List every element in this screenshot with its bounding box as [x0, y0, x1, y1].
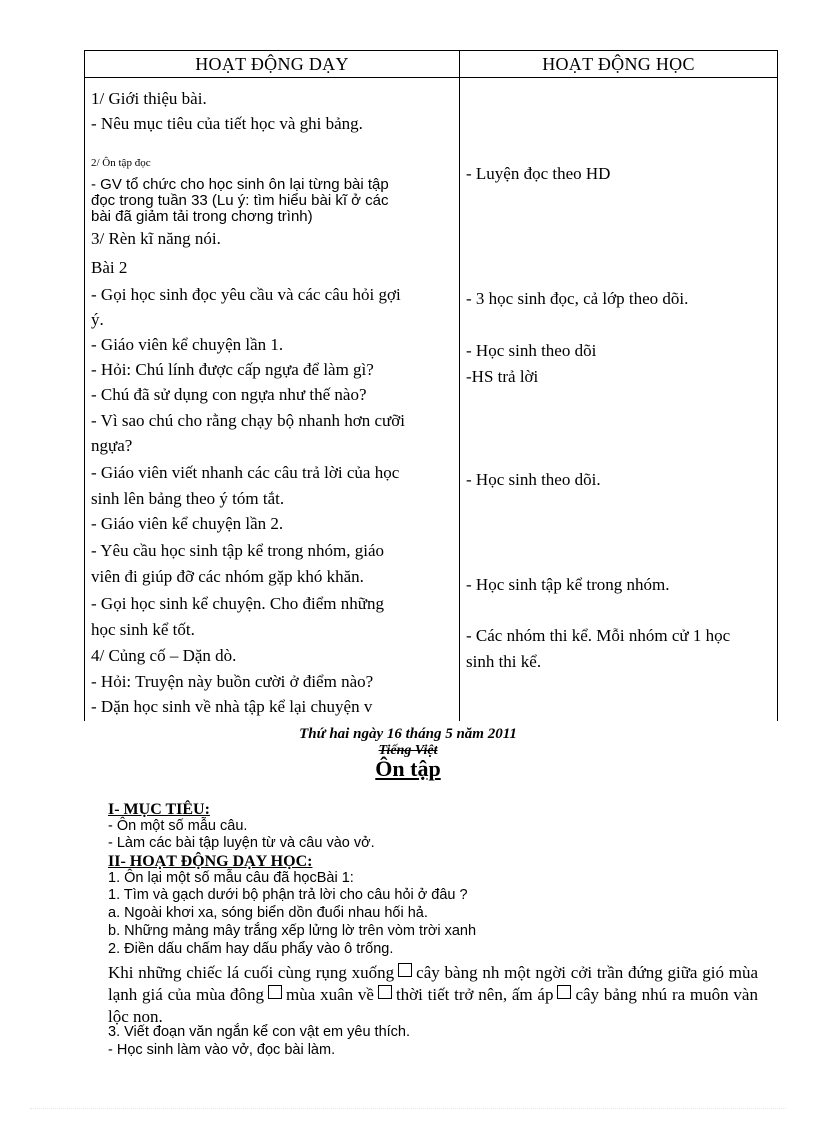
exercise-text: cây bàng nh một ngời cởi trần đứng giữa gió mùa lạnh giá của mùa đông — [108, 963, 758, 1004]
teaching-line: - GV tổ chức cho học sinh ôn lại từng bài tập — [91, 176, 389, 193]
teaching-line: - Chú đã sử dụng con ngựa như thế nào? — [91, 385, 367, 404]
teaching-line: 4/ Củng cố – Dặn dò. — [91, 646, 237, 665]
exercise-text: cây bảng nhú ra muôn vàn lộc non. — [108, 985, 758, 1026]
learning-line: - Các nhóm thi kể. Mỗi nhóm cử 1 học — [466, 626, 731, 645]
activity-item: a. Ngoài khơi xa, sóng biển dồn đuổi nhau hối hả. — [108, 905, 428, 921]
learning-line: - Học sinh theo dõi — [466, 341, 597, 360]
teaching-line: - Hỏi: Chú lính được cấp ngựa để làm gì? — [91, 360, 374, 379]
exercise-text: Khi những chiếc lá cuối cùng rụng xuống — [108, 963, 395, 982]
teaching-line: - Hỏi: Truyện này buồn cười ở điểm nào? — [91, 672, 374, 691]
teaching-line: ngựa? — [91, 436, 133, 455]
exercise-text: thời tiết trở nên, ấm áp — [395, 985, 554, 1004]
answer-box[interactable] — [557, 985, 571, 999]
table-column-divider — [459, 51, 460, 721]
learning-line: - Học sinh tập kể trong nhóm. — [466, 575, 670, 594]
teaching-line: - Giáo viên kể chuyện lần 2. — [91, 514, 284, 533]
teaching-line: đọc trong tuần 33 (Lu ý: tìm hiểu bài kĩ ở các — [91, 192, 389, 209]
teaching-line: - Giáo viên viết nhanh các câu trả lời của học — [91, 463, 400, 482]
teaching-line: ý. — [91, 310, 104, 329]
teaching-line: học sinh kể tốt. — [91, 620, 195, 639]
header-learning-activity: HOẠT ĐỘNG HỌC — [542, 54, 695, 74]
teaching-line: - Vì sao chú cho rằng chạy bộ nhanh hơn cưỡi — [91, 411, 405, 430]
teaching-line: - Dặn học sinh về nhà tập kể lại chuyện v — [91, 697, 373, 716]
teaching-line: 2/ Ôn tập đọc — [91, 157, 151, 169]
lesson-subject: Tiếng Việt — [378, 743, 438, 758]
closing-item: - Học sinh làm vào vở, đọc bài làm. — [108, 1042, 336, 1058]
answer-box[interactable] — [268, 985, 282, 999]
activity-item: 1. Ôn lại một số mẫu câu đã họcBài 1: — [108, 870, 354, 886]
answer-box[interactable] — [398, 963, 412, 977]
objectives-heading: I- MỤC TIÊU: — [108, 801, 210, 818]
lesson-date: Thứ hai ngày 16 tháng 5 năm 2011 — [299, 726, 517, 742]
learning-line: sinh thi kể. — [466, 652, 542, 671]
teaching-line: viên đi giúp đỡ các nhóm gặp khó khăn. — [91, 567, 364, 586]
teaching-line: - Gọi học sinh kể chuyện. Cho điểm những — [91, 594, 384, 613]
teaching-line: sinh lên bảng theo ý tóm tắt. — [91, 489, 285, 508]
learning-line: - 3 học sinh đọc, cả lớp theo dõi. — [466, 289, 689, 308]
closing-item: 3. Viết đoạn văn ngắn kể con vật em yêu thích. — [108, 1024, 411, 1040]
activity-item: 1. Tìm và gạch dưới bộ phận trả lời cho câu hỏi ở đâu ? — [108, 887, 468, 903]
learning-line: - Luyện đọc theo HD — [466, 164, 611, 183]
exercise-text: mùa xuân về — [286, 985, 374, 1004]
header-teaching-activity: HOẠT ĐỘNG DẠY — [195, 54, 349, 74]
activity-item: 2. Điền dấu chấm hay dấu phẩy vào ô trống. — [108, 941, 394, 957]
activities-heading: II- HOẠT ĐỘNG DẠY HỌC: — [108, 853, 313, 870]
activity-item: b. Những mảng mây trắng xếp lửng lờ trên vòm trời xanh — [108, 923, 477, 939]
teaching-line: bài đã giảm tải trong chơng trình) — [91, 208, 313, 225]
teaching-line: Bài 2 — [91, 258, 128, 277]
learning-line: -HS trả lời — [466, 367, 539, 386]
teaching-line: 1/ Giới thiệu bài. — [91, 89, 207, 108]
lesson-activity-table — [84, 50, 778, 721]
teaching-line: - Gọi học sinh đọc yêu cầu và các câu hỏi gợi — [91, 285, 401, 304]
objective-item: - Làm các bài tập luyện từ và câu vào vở. — [108, 835, 375, 851]
teaching-line: - Yêu cầu học sinh tập kể trong nhóm, giáo — [91, 541, 385, 560]
teaching-line: 3/ Rèn kĩ năng nói. — [91, 229, 221, 248]
learning-line: - Học sinh theo dõi. — [466, 470, 601, 489]
table-header-divider — [85, 77, 777, 78]
page-bottom-rule — [30, 1108, 786, 1110]
teaching-line: - Nêu mục tiêu của tiết học và ghi bảng. — [91, 114, 363, 133]
objective-item: - Ôn một số mẫu câu. — [108, 818, 248, 834]
lesson-title: Ôn tập — [375, 756, 441, 781]
punctuation-exercise-paragraph — [108, 962, 758, 1028]
answer-box[interactable] — [378, 985, 392, 999]
teaching-line: - Giáo viên kể chuyện lần 1. — [91, 335, 284, 354]
